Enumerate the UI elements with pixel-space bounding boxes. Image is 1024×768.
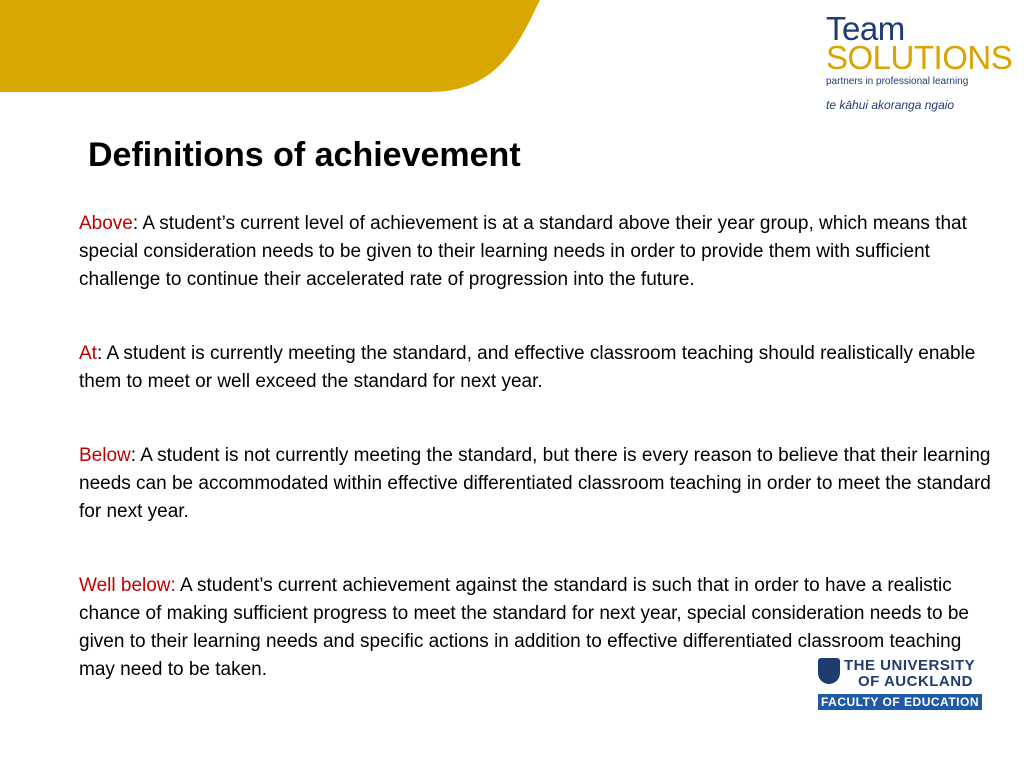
definition-text: A student is not currently meeting the standard, but there is every reason to believe that their learning needs can be accommodated within effective differentiated classroom teaching in order to meet the standard for next year.: [79, 445, 991, 522]
logo-tagline: partners in professional learning: [826, 76, 969, 87]
definition-text: A student’s current achievement against the standard is such that in order to have a realistic chance of making sufficient progress to meet the standard for next year, special consideration needs to be given to their learning needs and specific actions in addition to effective differentiated classroom teaching may need to be taken.: [79, 575, 970, 680]
definition-term: Below:: [79, 445, 137, 466]
definition-text: A student’s current level of achievement is at a standard above their year group, which means that special consideration needs to be given to their learning needs in order to provide them with sufficient challenge to continue their accelerated rate of progression into the future.: [79, 213, 967, 290]
definition-term: Above:: [79, 213, 139, 234]
definition-text: A student is currently meeting the standard, and effective classroom teaching should realistically enable them to meet or well exceed the standard for next year.: [79, 343, 976, 392]
definition-term: At:: [79, 343, 103, 364]
definition-above: [79, 210, 991, 294]
definition-below: [79, 442, 991, 526]
university-of-auckland-logo: [818, 656, 982, 710]
definition-term: Well below:: [79, 575, 176, 596]
logo-line-team: Team: [826, 10, 905, 47]
definition-at: [79, 340, 991, 396]
faculty-band: FACULTY OF EDUCATION: [818, 694, 982, 710]
crest-icon: [818, 658, 840, 684]
definitions-list: [79, 210, 991, 684]
university-logo-line2: OF AUCKLAND: [858, 673, 973, 690]
logo-line-solutions: SOLUTIONS: [826, 39, 1013, 76]
decorative-corner-shape: [0, 0, 540, 100]
page-title: Definitions of achievement: [88, 136, 521, 174]
university-logo-line1: THE UNIVERSITY: [844, 657, 976, 674]
team-solutions-logo: [826, 10, 1013, 124]
logo-maori-tagline: te kāhui akoranga ngaio: [826, 98, 955, 112]
